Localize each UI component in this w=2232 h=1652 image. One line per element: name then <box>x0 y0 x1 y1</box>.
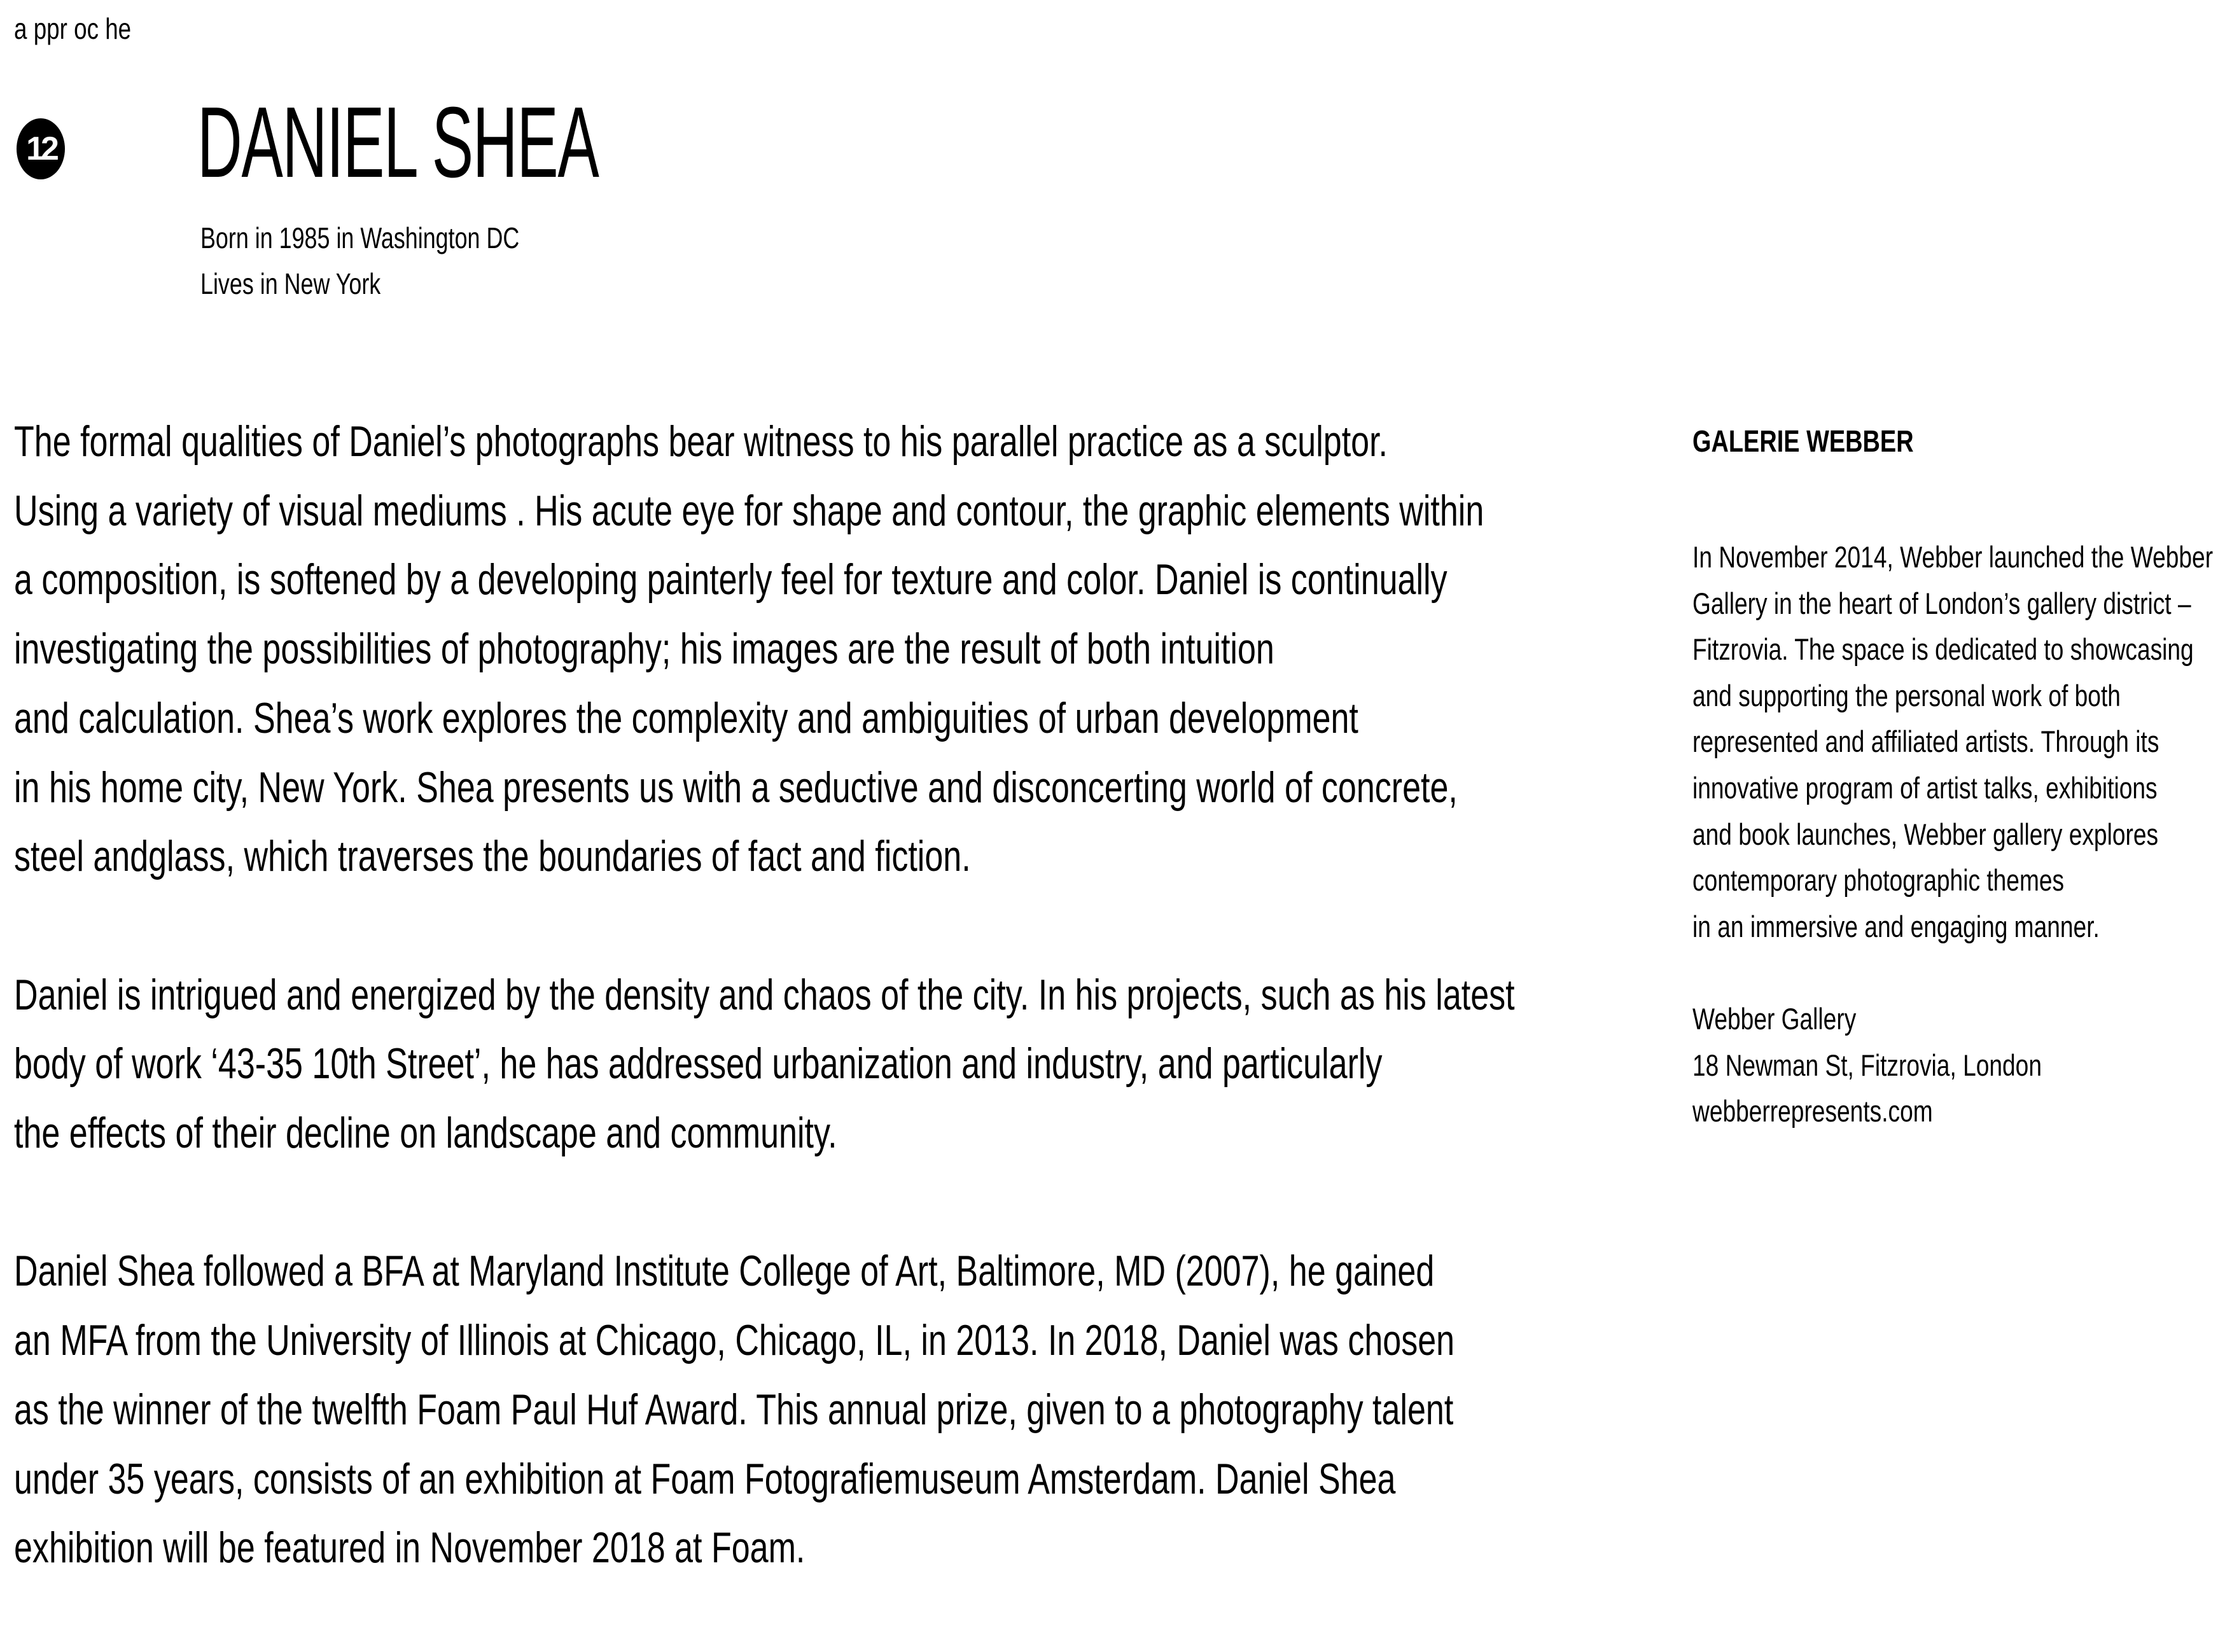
text-line: in an immersive and engaging manner. <box>1692 909 2100 943</box>
text-line: and calculation. Shea’s work explores the complexity and ambiguities of urban development <box>14 693 1358 742</box>
gallery-website-link[interactable]: webberrepresents.com <box>1692 1094 1933 1128</box>
text-line: the effects of their decline on landscape and community. <box>14 1109 837 1158</box>
artist-born: Born in 1985 in Washington DC <box>200 221 520 254</box>
text-line: in his home city, New York. Shea presents us with a seductive and disconcerting world of concrete, <box>14 763 1458 812</box>
artist-name: DANIEL SHEA <box>197 87 599 198</box>
text-line: The formal qualities of Daniel’s photographs bear witness to his parallel practice as a sculptor. <box>14 417 1388 466</box>
gallery-contact <box>1692 996 2213 1135</box>
gallery-sidebar <box>1692 423 2213 1135</box>
main-text <box>14 407 1515 1652</box>
paragraph <box>14 1237 1515 1583</box>
text-line: under 35 years, consists of an exhibition at Foam Fotografiemuseum Amsterdam. Daniel Shea <box>14 1454 1396 1503</box>
text-line: as the winner of the twelfth Foam Paul Huf Award. This annual prize, given to a photography talent <box>14 1385 1454 1434</box>
text-line: steel andglass, which traverses the boundaries of fact and fiction. <box>14 832 971 881</box>
artist-lives: Lives in New York <box>200 267 381 300</box>
text-line: represented and affiliated artists. Through its <box>1692 725 2159 759</box>
paragraph <box>14 407 1515 891</box>
paragraph <box>14 961 1515 1168</box>
text-line: and supporting the personal work of both <box>1692 678 2121 712</box>
text-line: Using a variety of visual mediums . His acute eye for shape and contour, the graphic elements within <box>14 486 1484 535</box>
gallery-title: GALERIE WEBBER <box>1692 425 1914 459</box>
gallery-address: 18 Newman St, Fitzrovia, London <box>1692 1048 2042 1082</box>
text-line: body of work ‘43-35 10th Street’, he has addressed urbanization and industry, and particularly <box>14 1039 1383 1088</box>
gallery-name: Webber Gallery <box>1692 1001 1857 1036</box>
text-line: and book launches, Webber gallery explores <box>1692 817 2159 851</box>
text-line: Daniel is intrigued and energized by the density and chaos of the city. In his projects, such as his latest <box>14 970 1515 1019</box>
artist-bio <box>200 215 519 307</box>
text-line: In November 2014, Webber launched the Webber <box>1692 540 2214 574</box>
brand-logo: a ppr oc he <box>14 12 132 45</box>
text-line: Daniel Shea followed a BFA at Maryland Institute College of Art, Baltimore, MD (2007), he gained <box>14 1247 1435 1296</box>
gallery-description <box>1692 534 2213 950</box>
artist-number-badge: 12 <box>17 118 65 179</box>
text-line: a composition, is softened by a developing painterly feel for texture and color. Daniel is continually <box>14 555 1447 604</box>
text-line: an MFA from the University of Illinois at Chicago, Chicago, IL, in 2013. In 2018, Daniel was chosen <box>14 1316 1455 1365</box>
text-line: Fitzrovia. The space is dedicated to showcasing <box>1692 632 2194 667</box>
text-line: innovative program of artist talks, exhibitions <box>1692 770 2158 805</box>
text-line: investigating the possibilities of photography; his images are the result of both intuition <box>14 625 1274 674</box>
text-line: Gallery in the heart of London’s gallery district – <box>1692 586 2191 620</box>
text-line: contemporary photographic themes <box>1692 863 2065 898</box>
text-line: exhibition will be featured in November 2018 at Foam. <box>14 1524 806 1572</box>
